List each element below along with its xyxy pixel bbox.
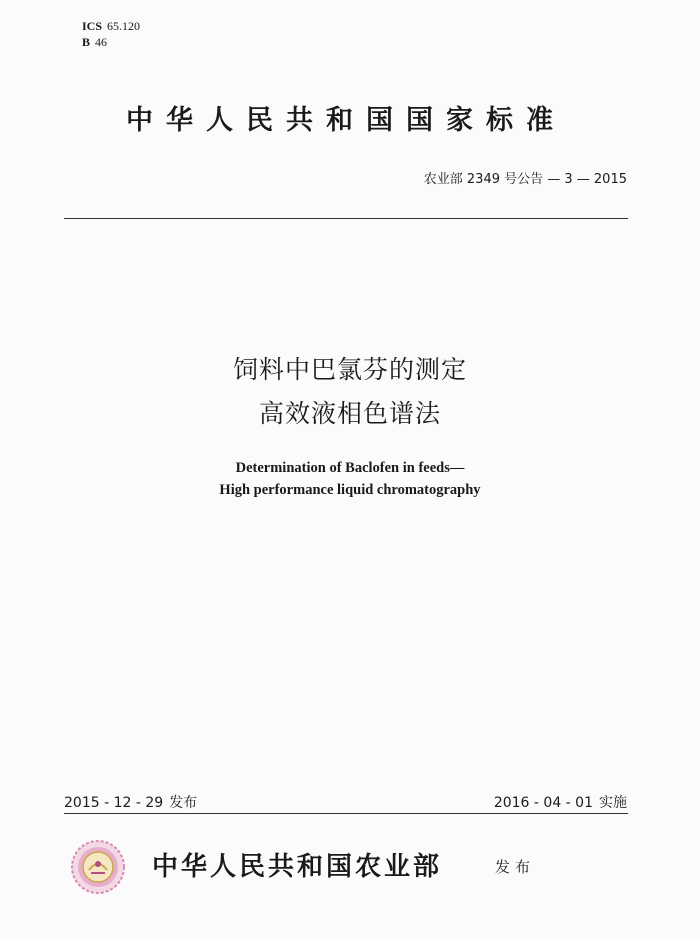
implementation-date — [494, 792, 627, 812]
issue-date — [64, 792, 197, 812]
ccs-code: B 46 — [82, 35, 108, 49]
standard-number: 农业部 2349 号公告 — 3 — 2015 — [423, 172, 627, 187]
standard-type-heading: 中华人民共和国国家标准 — [126, 105, 566, 136]
implementation-date-value: 2016 - 04 - 01 — [493, 795, 593, 811]
title-chinese-line-2: 高效液相色谱法 — [258, 399, 441, 428]
title-chinese-line-1: 饲料中巴氯芬的测定 — [232, 355, 467, 384]
implementation-date-label: 实施 — [599, 795, 627, 811]
classification-codes — [82, 18, 140, 50]
ministry-emblem-icon — [71, 840, 125, 894]
bottom-divider — [64, 813, 628, 814]
issue-date-value: 2015 - 12 - 29 — [64, 795, 164, 811]
top-divider — [64, 218, 628, 219]
issue-date-label: 发布 — [169, 795, 198, 811]
issuing-action-label: 发布 — [495, 858, 536, 876]
issuing-authority: 中华人民共和国农业部 — [152, 852, 443, 882]
title-english-line-1: Determination of Baclofen in feeds— — [235, 460, 465, 476]
title-english-line-2: High performance liquid chromatography — [219, 482, 481, 498]
ics-code: ICS 65.120 — [82, 19, 141, 33]
